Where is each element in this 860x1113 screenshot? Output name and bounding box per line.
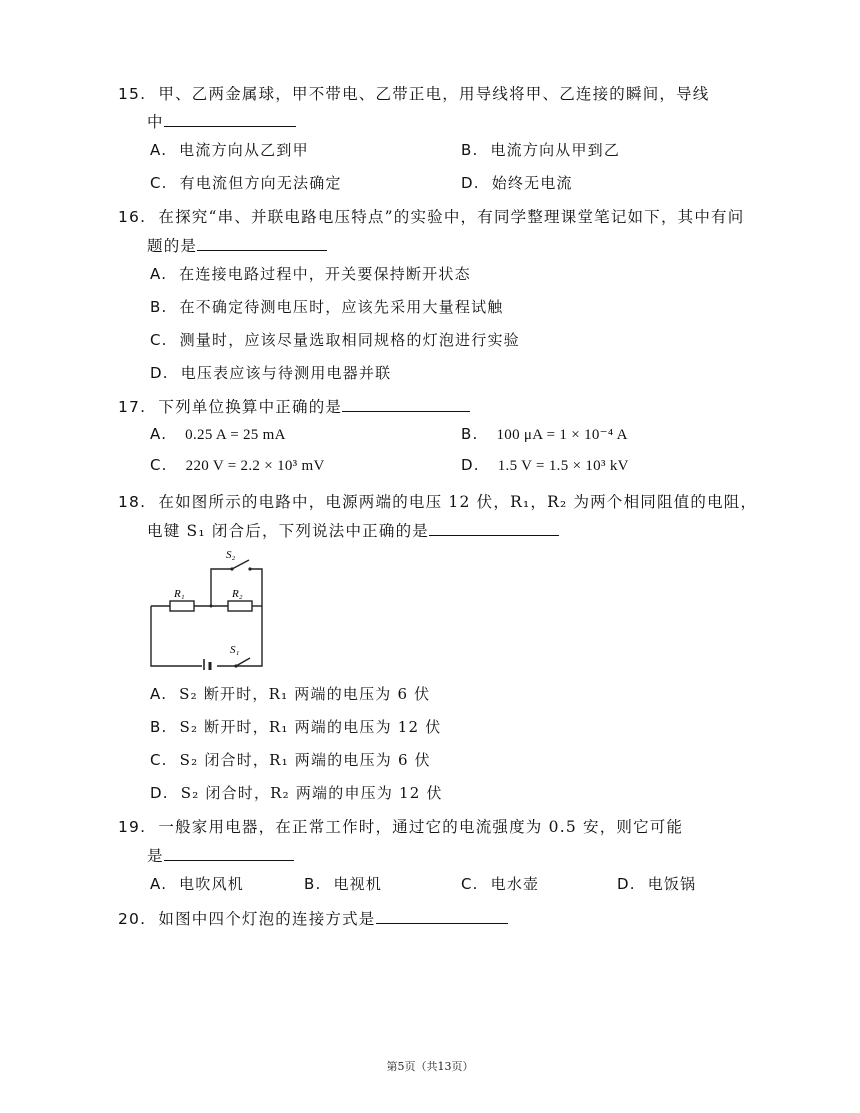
option-letter: C. xyxy=(150,456,168,474)
question-number: 16. xyxy=(118,208,147,226)
question-number: 20. xyxy=(118,910,147,928)
option-letter: A. xyxy=(150,141,168,159)
option-letter: B. xyxy=(150,718,168,736)
option-letter: A. xyxy=(150,425,168,443)
option-16-d xyxy=(150,362,391,383)
label-r1: R₁ xyxy=(174,588,185,600)
switch-s1-blade xyxy=(236,658,250,666)
question-text: 如图中四个灯泡的连接方式是 xyxy=(158,910,376,928)
resistor-r1 xyxy=(170,601,194,611)
question-15-stem xyxy=(118,82,710,104)
question-number: 17. xyxy=(118,398,147,416)
option-text: 电水壶 xyxy=(490,875,540,893)
option-text: 100 μA = 1 × 10⁻⁴ A xyxy=(496,427,628,443)
option-text: 在不确定待测电压时，应该先采用大量程试触 xyxy=(179,298,504,316)
option-letter: B. xyxy=(461,141,479,159)
wire-bottom-right xyxy=(217,606,262,666)
option-16-c xyxy=(150,329,520,350)
option-text: 电吹风机 xyxy=(179,875,244,893)
option-15-a xyxy=(150,139,309,160)
circuit-diagram xyxy=(148,548,270,670)
option-19-d xyxy=(617,873,696,894)
option-17-c xyxy=(150,456,325,475)
option-18-b xyxy=(150,716,441,737)
option-text: S₂ 断开时，R₁ 两端的电压为 12 伏 xyxy=(179,718,442,736)
option-text: 在连接电路过程中，开关要保持断开状态 xyxy=(179,265,471,283)
question-18-stem xyxy=(118,490,757,512)
question-18-stem-cont xyxy=(147,519,559,541)
option-letter: B. xyxy=(150,298,168,316)
option-letter: C. xyxy=(150,331,168,349)
option-text: 1.5 V = 1.5 × 10³ kV xyxy=(497,458,629,474)
question-19-stem-cont xyxy=(147,844,294,866)
option-letter: A. xyxy=(150,265,168,283)
question-16-stem xyxy=(118,205,744,227)
question-text: 一般家用电器，在正常工作时，通过它的电流强度为 0.5 安，则它可能 xyxy=(158,818,684,836)
option-letter: C. xyxy=(461,875,479,893)
question-20-stem xyxy=(118,907,508,929)
question-number: 15. xyxy=(118,85,147,103)
question-16-stem-cont xyxy=(147,234,327,256)
label-s1: S₁ xyxy=(230,644,240,656)
option-letter: D. xyxy=(617,875,636,893)
question-text: 在探究“串、并联电路电压特点”的实验中，有同学整理课堂笔记如下，其中有问 xyxy=(158,208,745,226)
answer-blank xyxy=(197,236,327,251)
page-footer: 第5页（共13页） xyxy=(386,1060,474,1073)
question-15-stem-cont xyxy=(147,110,296,132)
wire-left xyxy=(151,606,202,666)
option-text: 测量时，应该尽量选取相同规格的灯泡进行实验 xyxy=(179,331,520,349)
option-15-d xyxy=(461,172,573,193)
option-text: 电压表应该与待测用电器并联 xyxy=(180,364,392,382)
question-text: 在如图所示的电路中，电源两端的电压 12 伏，R₁，R₂ 为两个相同阻值的电阻， xyxy=(158,493,758,511)
question-number: 18. xyxy=(118,493,147,511)
answer-blank xyxy=(342,397,470,412)
option-letter: A. xyxy=(150,875,168,893)
option-15-c xyxy=(150,172,342,193)
option-text: 电饭锅 xyxy=(647,875,697,893)
option-letter: B. xyxy=(461,425,479,443)
junction-node xyxy=(210,605,213,608)
question-text-cont: 电键 S₁ 闭合后，下列说法中正确的是 xyxy=(147,522,429,540)
switch-s1-contact xyxy=(234,664,237,667)
option-19-a xyxy=(150,873,244,894)
option-text: S₂ 闭合时，R₂ 两端的申压为 12 伏 xyxy=(180,784,443,802)
switch-s2-contact-right xyxy=(248,567,251,570)
question-number: 19. xyxy=(118,818,147,836)
option-19-b xyxy=(304,873,382,894)
option-18-c xyxy=(150,749,431,770)
option-text: 电流方向从甲到乙 xyxy=(490,141,621,159)
question-17-stem xyxy=(118,395,470,417)
question-text: 下列单位换算中正确的是 xyxy=(158,398,343,416)
option-letter: D. xyxy=(150,784,169,802)
option-letter: C. xyxy=(150,174,168,192)
switch-s2-blade xyxy=(232,560,249,569)
option-18-d xyxy=(150,782,443,803)
question-text-cont: 是 xyxy=(147,847,164,865)
option-letter: B. xyxy=(304,875,322,893)
switch-s2-contact-left xyxy=(230,567,233,570)
question-text-cont: 题的是 xyxy=(147,237,198,255)
option-16-a xyxy=(150,263,471,284)
option-15-b xyxy=(461,139,620,160)
question-text-cont: 中 xyxy=(147,113,164,131)
option-letter: A. xyxy=(150,685,168,703)
option-text: 电视机 xyxy=(333,875,383,893)
option-text: 0.25 A = 25 mA xyxy=(185,427,286,443)
option-17-a xyxy=(150,425,286,444)
answer-blank xyxy=(164,112,296,127)
option-17-d xyxy=(461,456,629,475)
option-text: 220 V = 2.2 × 10³ mV xyxy=(185,458,325,474)
option-text: S₂ 断开时，R₁ 两端的电压为 6 伏 xyxy=(179,685,431,703)
option-letter: C. xyxy=(150,751,168,769)
resistor-r2 xyxy=(228,601,252,611)
option-text: 电流方向从乙到甲 xyxy=(179,141,309,159)
label-r2: R₂ xyxy=(232,588,243,600)
label-s2: S₂ xyxy=(226,549,236,561)
option-letter: D. xyxy=(461,174,480,192)
option-16-b xyxy=(150,296,503,317)
answer-blank xyxy=(164,846,294,861)
option-text: 有电流但方向无法确定 xyxy=(179,174,342,192)
option-text: 始终无电流 xyxy=(491,174,573,192)
option-19-c xyxy=(461,873,539,894)
option-17-b xyxy=(461,425,628,444)
question-19-stem xyxy=(118,815,683,837)
answer-blank xyxy=(376,909,508,924)
option-18-a xyxy=(150,683,430,704)
option-letter: D. xyxy=(461,456,480,474)
answer-blank xyxy=(429,521,559,536)
option-letter: D. xyxy=(150,364,169,382)
option-text: S₂ 闭合时，R₁ 两端的电压为 6 伏 xyxy=(179,751,431,769)
question-text: 甲、乙两金属球，甲不带电、乙带正电，用导线将甲、乙连接的瞬间，导线 xyxy=(158,85,710,103)
